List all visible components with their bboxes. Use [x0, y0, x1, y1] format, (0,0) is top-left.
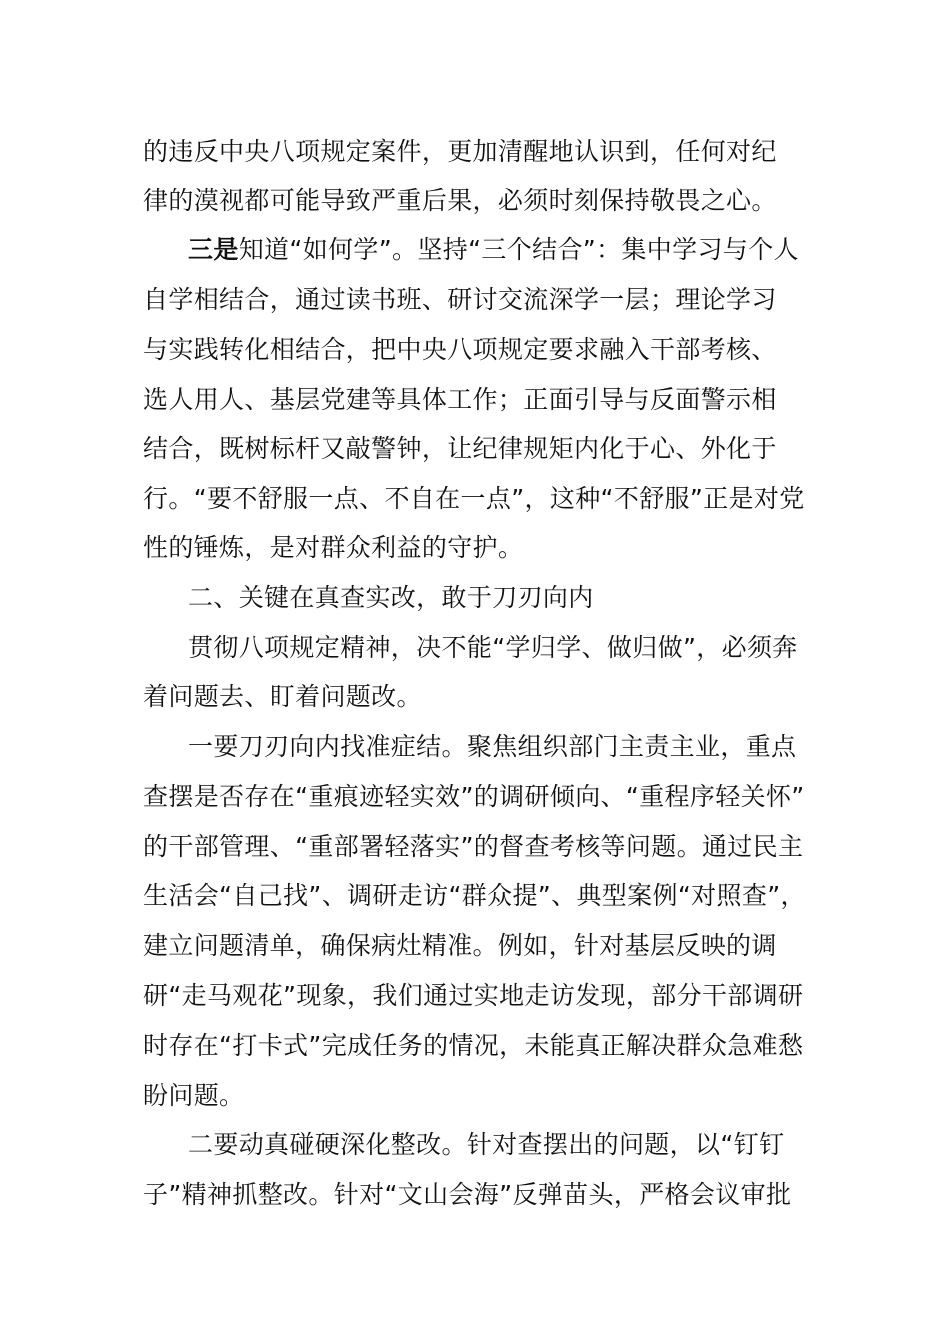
- paragraph-item-three: [188, 230, 799, 270]
- text-line: 与实践转化相结合，把中央八项规定要求融入干部考核、: [143, 335, 777, 364]
- text-line: 着问题去、盯着问题改。: [143, 682, 422, 711]
- text-line: 结合，既树标杆又敲警钟，让纪律规矩内化于心、外化于: [143, 434, 777, 463]
- text-line: 律的漠视都可能导致严重后果，必须时刻保持敬畏之心。: [143, 186, 777, 215]
- text-line: 行。“要不舒服一点、不自在一点”，这种“不舒服”正是对党: [143, 484, 805, 513]
- bold-lead: 三是: [188, 235, 239, 264]
- text-line: 选人用人、基层党建等具体工作；正面引导与反面警示相: [143, 385, 777, 414]
- text-line: 自学相结合，通过读书班、研讨交流深学一层；理论学习: [143, 285, 777, 314]
- text-line: 知道“如何学”。坚持“三个结合”：集中学习与个人: [238, 235, 799, 264]
- text-line: 的干部管理、“重部署轻落实”的督查考核等问题。通过民主: [143, 832, 804, 861]
- text-line: 性的锤炼，是对群众利益的守护。: [143, 533, 524, 562]
- text-line: 建立问题清单，确保病灶精准。例如，针对基层反映的调: [143, 931, 777, 960]
- text-line: 的违反中央八项规定案件，更加清醒地认识到，任何对纪: [143, 137, 777, 166]
- text-line: 贯彻八项规定精神，决不能“学归学、做归做”，必须奔: [188, 633, 798, 662]
- text-line: 研“走马观花”现象，我们通过实地走访发现，部分干部调研: [143, 981, 804, 1010]
- text-line: 生活会“自己找”、调研走访“群众提”、典型案例“对照查”，: [143, 881, 806, 910]
- text-line: 时存在“打卡式”完成任务的情况，未能真正解决群众急难愁: [143, 1031, 804, 1060]
- text-line: 一要刀刃向内找准症结。聚焦组织部门主责主业，重点: [188, 732, 797, 761]
- section-heading: 二、关键在真查实改，敢于刀刃向内: [188, 583, 594, 612]
- text-line: 查摆是否存在“重痕迹轻实效”的调研倾向、“重程序轻关怀”: [143, 782, 805, 811]
- text-line: 盼问题。: [143, 1081, 245, 1110]
- text-line: 二要动真碰硬深化整改。针对查摆出的问题，以“钉钉: [188, 1130, 785, 1159]
- text-line: 子”精神抓整改。针对“文山会海”反弹苗头，严格会议审批: [143, 1180, 792, 1209]
